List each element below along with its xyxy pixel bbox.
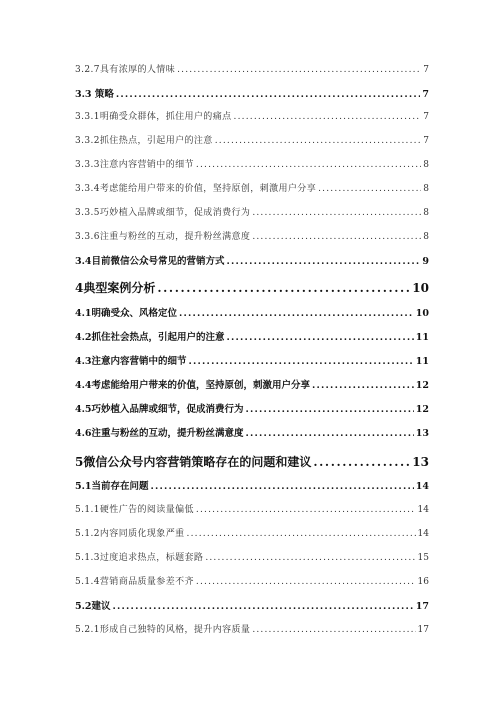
dot-leader	[189, 357, 414, 367]
toc-entry-title: 5微信公众号内容营销策略存在的问题和建议	[75, 455, 312, 469]
dot-leader	[177, 66, 421, 75]
dot-leader	[187, 530, 416, 539]
toc-entry[interactable]	[75, 602, 429, 612]
toc-entry[interactable]	[75, 137, 429, 146]
toc-entry-title: 4.5巧妙植入品牌或细节，促成消费行为	[75, 404, 244, 415]
toc-entry-page-number: 7	[423, 112, 429, 122]
toc-entry-title: 4.6注重与粉丝的互动，提升粉丝满意度	[75, 428, 244, 439]
toc-entry-page-number: 8	[423, 160, 429, 170]
dot-leader	[113, 602, 414, 612]
toc-entry[interactable]	[75, 309, 429, 319]
toc-entry-page-number: 12	[415, 380, 429, 391]
dot-leader	[196, 161, 421, 170]
toc-entry-page-number: 13	[415, 428, 429, 439]
toc-entry-title: 5.1.2内容同质化现象严重	[75, 529, 185, 539]
toc-entry-title: 3.3.4考虑能给用户带来的价值，坚持原创，刺激用户分享	[75, 184, 317, 194]
toc-entry-title: 3.3.6注重与粉丝的互动，提升粉丝满意度	[75, 232, 251, 242]
toc-entry[interactable]	[75, 161, 429, 170]
toc-entry[interactable]	[75, 381, 429, 391]
toc-entry[interactable]	[75, 626, 429, 635]
toc-entry-title: 3.3.2抓住热点，引起用户的注意	[75, 136, 213, 146]
toc-entry[interactable]	[75, 506, 429, 515]
toc-entry[interactable]	[75, 233, 429, 242]
toc-entry-page-number: 10	[412, 281, 429, 295]
toc-entry-page-number: 16	[417, 577, 429, 587]
toc-entry-page-number: 15	[417, 553, 429, 563]
toc-entry-page-number: 8	[423, 208, 429, 218]
dot-leader	[196, 578, 416, 587]
toc-entry-page-number: 9	[422, 256, 429, 267]
dot-leader	[318, 185, 421, 194]
toc-entry[interactable]	[75, 429, 429, 439]
toc-entry[interactable]	[75, 257, 429, 267]
toc-entry-page-number: 8	[423, 184, 429, 194]
toc-entry-page-number: 17	[415, 601, 429, 612]
toc-entry-title: 4.1明确受众、风格定位	[75, 308, 178, 319]
toc-entry-title: 5.2建议	[75, 601, 111, 612]
dot-leader	[151, 482, 414, 492]
toc-entry-title: 4典型案例分析	[75, 281, 156, 295]
toc-entry-title: 5.1.1硬性广告的阅读量偏低	[75, 505, 194, 515]
dot-leader	[246, 405, 414, 415]
dot-leader	[234, 113, 422, 122]
toc-entry[interactable]	[75, 282, 429, 294]
toc-entry-title: 3.4目前微信公众号常见的营销方式	[75, 256, 225, 267]
toc-entry[interactable]	[75, 554, 429, 563]
toc-entry-title: 3.3.3注意内容营销中的细节	[75, 160, 194, 170]
toc-entry-title: 3.3.1明确受众群体，抓住用户的痛点	[75, 112, 232, 122]
dot-leader	[196, 506, 416, 515]
dot-leader	[215, 137, 422, 146]
toc-entry-title: 3.3.5巧妙植入品牌或细节，促成消费行为	[75, 208, 251, 218]
toc-entry-title: 5.1.3过度追求热点，标题套路	[75, 553, 204, 563]
toc-entry-title: 5.1.4营销商品质量参差不齐	[75, 577, 194, 587]
toc-entry[interactable]	[75, 90, 429, 100]
toc-entry[interactable]	[75, 113, 429, 122]
toc-entry[interactable]	[75, 482, 429, 492]
toc-entry[interactable]	[75, 578, 429, 587]
toc-entry-page-number: 7	[423, 136, 429, 146]
toc-entry-page-number: 7	[423, 65, 429, 75]
toc-entry-page-number: 11	[415, 356, 429, 367]
toc-entry-title: 3.3 策略	[75, 89, 114, 100]
toc-entry[interactable]	[75, 530, 429, 539]
dot-leader	[312, 381, 414, 391]
dot-leader	[313, 456, 410, 468]
toc-entry-page-number: 12	[415, 404, 429, 415]
toc-entry-page-number: 8	[423, 232, 429, 242]
dot-leader	[227, 333, 414, 343]
toc-entry[interactable]	[75, 66, 429, 75]
toc-entry-title: 4.3注意内容营销中的细节	[75, 356, 187, 367]
dot-leader	[246, 429, 414, 439]
dot-leader	[157, 282, 410, 294]
dot-leader	[116, 90, 421, 100]
toc-entry[interactable]	[75, 405, 429, 415]
dot-leader	[227, 257, 421, 267]
toc-entry[interactable]	[75, 333, 429, 343]
toc-entry[interactable]	[75, 456, 429, 468]
toc-entry-title: 5.1当前存在问题	[75, 481, 149, 492]
toc-entry-title: 4.2抓住社会热点，引起用户的注意	[75, 332, 225, 343]
dot-leader	[205, 554, 415, 563]
dot-leader	[179, 309, 414, 319]
toc-entry-page-number: 14	[417, 529, 429, 539]
toc-entry[interactable]	[75, 209, 429, 218]
toc-entry[interactable]	[75, 357, 429, 367]
toc-entry-page-number: 7	[422, 89, 429, 100]
toc-entry-page-number: 14	[415, 481, 429, 492]
dot-leader	[252, 626, 415, 635]
toc-entry-page-number: 11	[415, 332, 429, 343]
toc-entry-page-number: 17	[417, 625, 429, 635]
toc-entry-page-number: 13	[412, 455, 429, 469]
toc-entry-page-number: 14	[417, 505, 429, 515]
toc-entry-page-number: 10	[415, 308, 429, 319]
dot-leader	[252, 233, 421, 242]
toc-entry-title: 3.2.7具有浓厚的人情味	[75, 65, 176, 75]
toc-entry-title: 4.4考虑能给用户带来的价值，坚持原创，刺激用户分享	[75, 380, 311, 391]
toc-entry[interactable]	[75, 185, 429, 194]
dot-leader	[252, 209, 421, 218]
toc-entry-title: 5.2.1形成自己独特的风格，提升内容质量	[75, 625, 251, 635]
